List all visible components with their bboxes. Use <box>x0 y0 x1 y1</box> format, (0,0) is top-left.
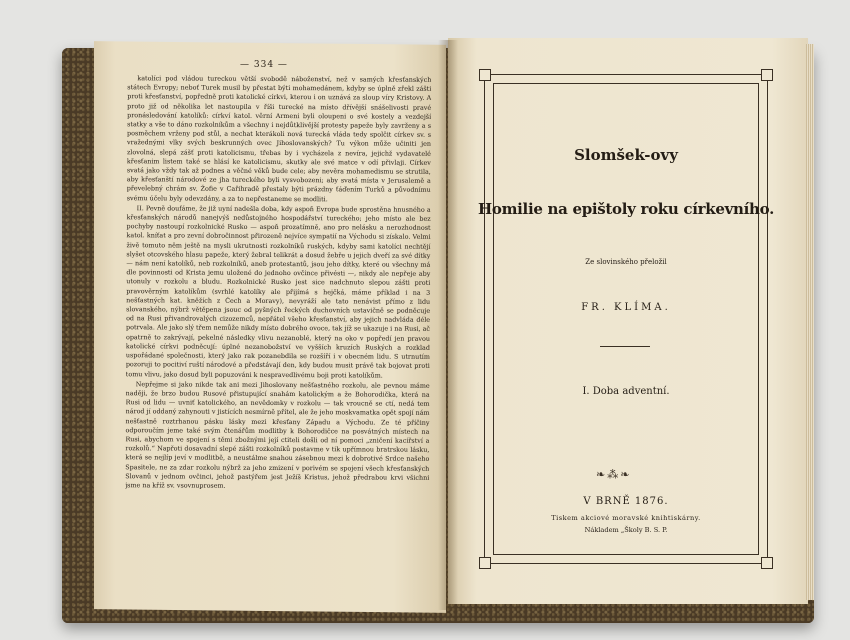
part-title: I. Doba adventní. <box>582 386 670 397</box>
paragraph-1: katolíci pod vládou tureckou větší svobodě náboženství, než v samých křesťanských státech Evropy; neboť Turek musil by přestat býti mohamedánem, kdyby se úplně zřekl zášti proti křesťanství, popředně proti katolické církvi, kterou i on uznává za sloup víry Kristovy. A proto již od několika let nastoupila v říši turecké na místo dřívější snášelivosti pravé pronásledování katolíků: církví katol. věrní Armeni byli oloupeni o své kostely a vezdejší statky a vše to dáno rozkolníkům a všechny i nejdůtklivější protesty papeže byly zavrženy a s posměchem vrženy pod stůl, a nechat kterákoli nová turecká vláda tedy spolčit církev sv. s vražednými vlky svých beskrunných ovec Jihoslovanských? Tu výkon může učiniti jen zlovolná, slepá zášť proti katolicismu, třebas by i vycházela z nevíra, jejichž vydavatelé křesťanim listem také se hlásí ke katolicismu, skutky ale své matce v odí přivlaji. Církev svatá jako vždy tak až podnes a věčné věků bude cele; aby nevěra mohamedismu se strutila, aby křesťanští národové ze jha tureckého byli vysvobozeni; aby svatá místa v Jerusalemě a převelebný chrám sv. Žofie v Cařihradě přestaly býti prázdny ťáďením Turků a původnímu svému účelu byly odevzdány, a za to nepřestaneme se modliti. <box>126 74 432 203</box>
book-title: Homilie na epištoly roku církevního. <box>478 200 774 218</box>
frame-corner <box>479 557 491 569</box>
ornament-icon: ❧⁂❧ <box>596 468 632 481</box>
page-number: — 334 — <box>240 60 288 70</box>
divider-rule <box>600 346 650 347</box>
left-page-text <box>125 74 432 596</box>
author-heading: Slomšek-ovy <box>574 146 678 164</box>
frame-corner <box>479 69 491 81</box>
paragraph-2: II. Pevně doufáme, že již uyní nadešla doba, kdy aspoň Evropa bude sprostěna hnusného a křesťanských národů nanejvýš nedůstojného hospodářství tureckého; jeho místo ale bez pochyby nastoupí rozkolnické Rusko — aspoň prozatímně, ano pro nelásku a nerozhodnost katol. kníťat a pro zevní dobročinnost přirozeně nejvíce sympatií na Východu si získalo. Velmi živě tomuto něm ještě na mysli ukrutnosti rozkolníků ruských, kdyby sami katolíci nechtějí slyšet otcovského hlasu papeže, který žebral telikrát a dosud žebře u jejich dveří za své dítky — nám není katolíků, neb rozkolníků, aneb protestantů, jsou jeho dítky, které ou všechny má dle povinnosti od Krista jemu uložené do jednoho ovčince přivésti —, nikdy ale nepřeje aby utonuly v rozkolu a bludu. Rozkolnické Rusko jest sice nadchnuto slepou zášti proti pravověrným katolíkům (svrhlé katolíky ale přijímá s hejčká, máme příklad i na 3 nešťastných kat. kněžích z Čech a Moravy), nevyráží ale tato nenávist přímo z lidu slovanského, nýbrž větěpena jsouc od pyšných řeckých duchovních ustavičně se podněcuje od na Rusi přivandrovalých cizozemců, nepřátel všeho křesťanství, aby jejich nadvláda déle potrvala. Ale jako slý třem nemůže nikdy místo dobrého ovoce, tak jíž se ukazuje i na Rusi, ač opatrně to zakrývají, pekelné následky vlivu nezanoblé, který na oko v popředí jen pravou katolické církvi podněcují: úplné nezanobožství ve vyšších kruzích Ruských a rozklad uspořádané společnosti, který jako rak pozanebdila se rozšíří i v obecném lidu. S utrnutím pozoruji to pocitiví ruští národové a předstávají den, kdy budou musit právě tak bojovat proti tomu vlivu, jako dosud byli popuzováni k nespravedlivému boji proti katolíkům. <box>125 204 431 380</box>
printer-line: Tiskem akciové moravské knihtiskárny. <box>551 514 701 522</box>
translation-note: Ze slovinského přeložil <box>585 258 667 266</box>
book-gutter <box>438 40 458 610</box>
frame-corner <box>761 557 773 569</box>
frame-corner <box>761 69 773 81</box>
place-year: V BRNĚ 1876. <box>583 496 669 507</box>
paragraph-3: Nepřejme si jako nikde tak ani mezi Jihoslovany nešťastného rozkolu, ale pevnou máme naději, že brzo budou Rusové přistupující snahám katolickým a že Bohorodička, která na Rusi od lidu — uvniť katolického, an nevědomky v rozkolu — tak vroucně se ctí, nedá tem národ jí oddaný zahynouti v jistících nesmírně přítel, ale že jeho moskvamatka opět spojí nám nešťastně roztrhanou pásku lásky mezi křesťany Západu a Východu. Ze té příčiny odporoučím jeme také svým čtenářům modlitby k Bohorodičce na posvátných místech na Rusi, abychom ve spojení s těmi zbožnými její ctiteli došli od ní pomoci „zničení kacířství a rozkolů.“ Napřoti dosavadní slepé zášti rozkolníků postavme v tik upřímnou bratrskou lásku, která se nejlíp jeví v modlitbě, a neustálme snahou zásebnou mezi k dobrotivé Srdce našeho Spasitele, ne za zdar rozkolu nýbrž za jeho zmizení v porivém se spojení všech křesťanských Slovanů v jednom ovčinci, jehož pastýřem jest Ježíš Kristus, jehož předrabou krvi všichni jsme na kříž sv. vsovnuprosem. <box>125 379 430 490</box>
translator-name: FR. KLÍMA. <box>581 302 671 313</box>
publisher-line: Nákladem „Školy B. S. P. <box>584 526 668 534</box>
page-edges <box>806 44 814 600</box>
